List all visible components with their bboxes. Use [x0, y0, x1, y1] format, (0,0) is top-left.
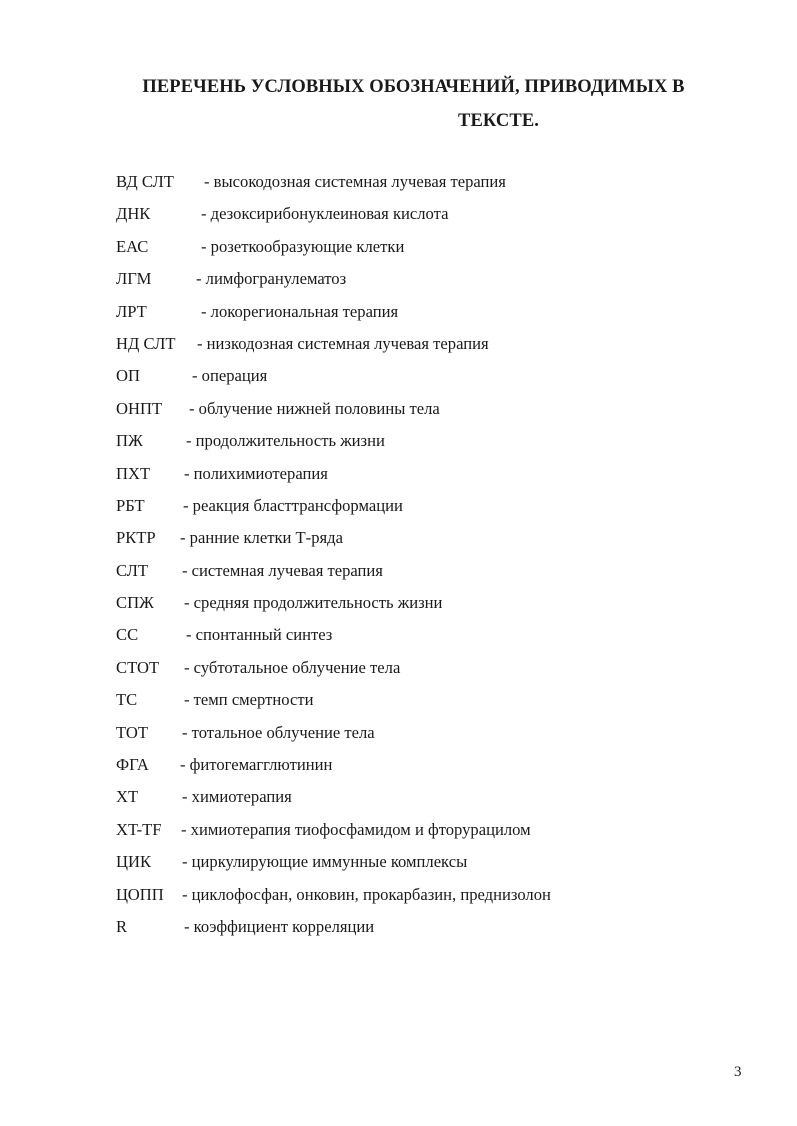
abbreviation-definition: - низкодозная системная лучевая терапия — [197, 333, 489, 353]
page-number: 3 — [734, 1064, 742, 1080]
list-item — [116, 557, 756, 589]
list-item — [116, 751, 756, 783]
list-item — [116, 524, 756, 556]
abbreviation: СПЖ — [116, 593, 154, 613]
list-item — [116, 362, 756, 394]
list-item — [116, 848, 756, 880]
abbreviation: СТОТ — [116, 657, 160, 677]
list-item — [116, 816, 756, 848]
abbreviation: ДНК — [116, 204, 151, 224]
abbreviation: СЛТ — [116, 560, 149, 580]
list-item — [116, 200, 756, 232]
list-item — [116, 168, 756, 200]
abbreviation: ЦОПП — [116, 884, 164, 904]
abbreviation: ОНПТ — [116, 398, 163, 418]
abbreviation: ФГА — [116, 755, 149, 775]
list-item — [116, 589, 756, 621]
abbreviation-definition: - субтотальное облучение тела — [184, 657, 401, 677]
abbreviation-definition: - облучение нижней половины тела — [189, 398, 440, 418]
list-item — [116, 686, 756, 718]
list-item — [116, 719, 756, 751]
abbreviation-definition: - темп смертности — [184, 690, 314, 710]
abbreviation: СС — [116, 625, 139, 645]
abbreviation-definition: - локорегиональная терапия — [201, 301, 399, 321]
abbreviation: РБТ — [116, 495, 145, 515]
abbreviation: ВД СЛТ — [116, 172, 174, 191]
abbreviation-definition: - дезоксирибонуклеиновая кислота — [201, 204, 449, 224]
abbreviation-definition: - высокодозная системная лучевая терапия — [204, 172, 506, 191]
list-item — [116, 913, 756, 945]
list-item — [116, 395, 756, 427]
abbreviation: ХТ — [116, 787, 139, 807]
list-item — [116, 654, 756, 686]
abbreviation-definition: - операция — [192, 366, 268, 386]
list-item — [116, 330, 756, 362]
abbreviation-definition: - фитогемагглютинин — [180, 755, 333, 775]
abbreviation-definition: - циркулирующие иммунные комплексы — [182, 852, 468, 872]
abbreviation-definition: - тотальное облучение тела — [182, 722, 375, 742]
abbreviation-definition: - системная лучевая терапия — [182, 560, 383, 580]
abbreviation-definition: - коэффициент корреляции — [184, 916, 375, 936]
list-item — [116, 492, 756, 524]
abbreviation-definition: - химиотерапия тиофосфамидом и фторурацилом — [181, 819, 531, 839]
abbreviation: ТОТ — [116, 722, 149, 742]
abbreviation-definition: - реакция бласттрансформации — [183, 495, 403, 515]
abbreviation: R — [116, 916, 128, 936]
list-item — [116, 265, 756, 297]
abbreviation-definition: - розеткообразующие клетки — [201, 236, 405, 256]
abbreviation: РКТР — [116, 528, 156, 548]
abbreviation: ПХТ — [116, 463, 151, 483]
abbreviation-definition: - средняя продолжительность жизни — [184, 593, 443, 613]
abbreviation: ЦИК — [116, 852, 152, 872]
abbreviation: ЕАС — [116, 236, 149, 256]
list-item — [116, 427, 756, 459]
abbreviation: ОП — [116, 366, 140, 386]
abbreviation-definition: - химиотерапия — [182, 787, 292, 807]
abbreviation-definition: - продолжительность жизни — [186, 431, 385, 451]
abbreviation: ЛРТ — [116, 301, 147, 321]
abbreviation-list — [116, 168, 756, 945]
title-line-2: ТЕКСТЕ. — [458, 111, 539, 131]
list-item — [116, 233, 756, 265]
title-line-1: ПЕРЕЧЕНЬ УСЛОВНЫХ ОБОЗНАЧЕНИЙ, ПРИВОДИМЫХ В — [142, 77, 685, 97]
list-item — [116, 783, 756, 815]
abbreviation: НД СЛТ — [116, 333, 176, 353]
abbreviation: ЛГМ — [116, 269, 152, 289]
abbreviation-definition: - спонтанный синтез — [186, 625, 333, 645]
abbreviation-definition: - ранние клетки Т-ряда — [180, 528, 343, 548]
abbreviation: XT-TF — [116, 819, 162, 839]
abbreviation: ТС — [116, 690, 138, 710]
abbreviation-definition: - полихимиотерапия — [184, 463, 328, 483]
abbreviation-definition: - лимфогранулематоз — [196, 269, 347, 289]
page-title — [0, 70, 797, 138]
abbreviation: ПЖ — [116, 431, 143, 451]
abbreviation-definition: - циклофосфан, онковин, прокарбазин, преднизолон — [182, 884, 551, 904]
list-item — [116, 621, 756, 653]
list-item — [116, 460, 756, 492]
list-item — [116, 298, 756, 330]
list-item — [116, 881, 756, 913]
